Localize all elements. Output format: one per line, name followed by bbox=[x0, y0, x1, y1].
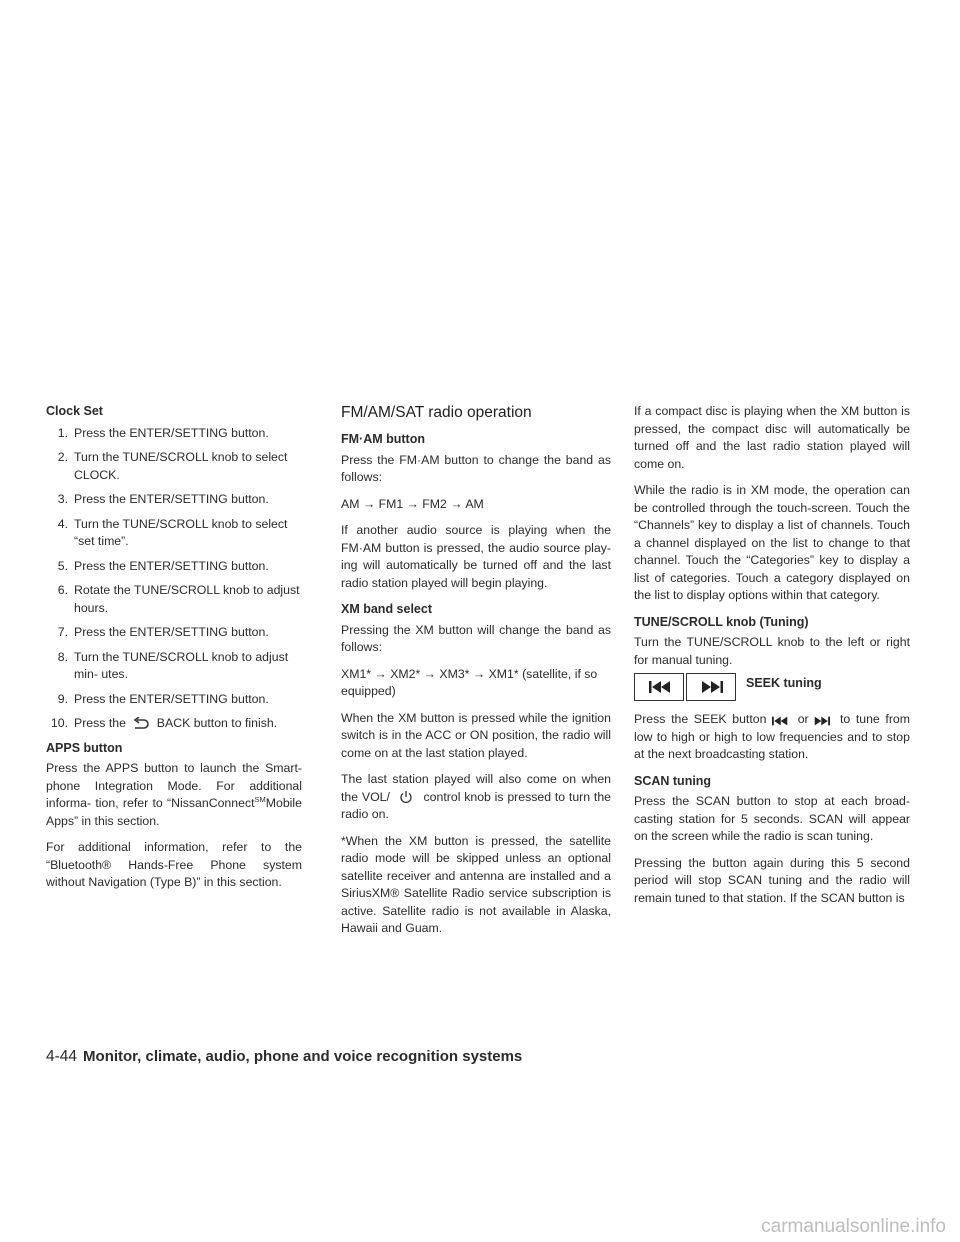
seek-buttons-figure bbox=[634, 673, 910, 701]
list-item: 4. Turn the TUNE/SCROLL knob to select “set time”. bbox=[57, 516, 288, 548]
list-item: 8. Turn the TUNE/SCROLL knob to adjust min- utes. bbox=[57, 649, 289, 681]
xm-paragraph: Pressing the XM button will change the band as follows: bbox=[341, 622, 611, 654]
xm-sequence: XM1* → XM2* → XM3* → XM1* (satellite, if so equipped) bbox=[341, 666, 598, 698]
watermark: carmanualsonline.info bbox=[761, 1216, 946, 1237]
skip-back-icon bbox=[772, 714, 792, 726]
scan-tuning-heading: SCAN tuning bbox=[634, 773, 712, 788]
seek-back-button bbox=[634, 673, 684, 701]
skip-forward-icon bbox=[814, 714, 834, 726]
list-item: 9. Press the ENTER/SETTING button. bbox=[57, 691, 269, 706]
section-title: FM/AM/SAT radio operation bbox=[341, 404, 532, 421]
scan-paragraph-2: Pressing the button again during this 5 second period will stop SCAN tuning and the radio will remain tuned to that station. If the SCAN button is bbox=[634, 855, 910, 905]
page-footer bbox=[46, 1047, 522, 1067]
skip-forward-icon bbox=[701, 681, 721, 693]
apps-button-heading: APPS button bbox=[46, 740, 123, 755]
column-right bbox=[634, 403, 910, 916]
list-item: 7. Press the ENTER/SETTING button. bbox=[57, 625, 269, 639]
apps-additional-paragraph: For additional information, refer to the “Bluetooth® Hands-Free Phone system without Navigation (Type B)” in this section. bbox=[46, 840, 302, 889]
fm-am-sequence: AM → FM1 → FM2 → AM bbox=[341, 496, 484, 511]
fm-am-heading: FM·AM button bbox=[341, 432, 425, 446]
column-left bbox=[46, 403, 302, 901]
clock-set-steps bbox=[46, 425, 302, 733]
apps-paragraph: Press the APPS button to launch the Smart- phone Integration Mode. For additional informa- tion, refer to “NissanConnect℠Mobile Apps” in this section. bbox=[46, 761, 302, 828]
fm-am-paragraph: Press the FM·AM button to change the band as follows: bbox=[341, 452, 611, 484]
list-item: 5. Press the ENTER/SETTING button. bbox=[57, 558, 269, 573]
column-middle bbox=[341, 403, 611, 947]
xm-paragraph-2: When the XM button is pressed while the ignition switch is in the ACC or ON position, the radio will come on at the last station played. bbox=[341, 710, 611, 760]
page-number: 4-44 bbox=[46, 1048, 78, 1065]
list-item: 10. Press the BACK button to finish. bbox=[50, 716, 278, 730]
seek-paragraph: Press the SEEK button or to tune from low to high or high to low frequencies and to stop at the next broadcasting station. bbox=[634, 712, 910, 761]
seek-tuning-label: SEEK tuning bbox=[746, 676, 822, 691]
clock-set-heading: Clock Set bbox=[46, 404, 103, 418]
list-item: 1. Press the ENTER/SETTING button. bbox=[57, 425, 269, 440]
xm-band-heading: XM band select bbox=[341, 602, 432, 616]
tune-paragraph: Turn the TUNE/SCROLL knob to the left or right for manual tuning. bbox=[634, 635, 910, 667]
back-arrow-icon bbox=[129, 717, 153, 731]
xm-paragraph-3: The last station played will also come on when the VOL/ control knob is pressed to turn the radio on. bbox=[341, 772, 611, 821]
fm-am-paragraph-2: If another audio source is playing when the FM·AM button is pressed, the audio source play- ing will automatically be turned off and the last radio station played will begin playing. bbox=[341, 523, 611, 590]
skip-back-icon bbox=[649, 681, 669, 693]
list-item: 3. Press the ENTER/SETTING button. bbox=[57, 492, 269, 506]
chapter-title: Monitor, climate, audio, phone and voice recognition systems bbox=[83, 1048, 523, 1065]
list-item: 6. Rotate the TUNE/SCROLL knob to adjust hours. bbox=[57, 583, 300, 615]
list-item: 2. Turn the TUNE/SCROLL knob to select CLOCK. bbox=[57, 450, 288, 482]
xm-paragraph-4: *When the XM button is pressed, the satellite radio mode will be skipped unless an optional satellite receiver and antenna are installed and a SiriusXM® Satellite Radio service subscription is active. Satellite radio is not available in Alaska, Hawaii and Guam. bbox=[341, 833, 611, 935]
cd-paragraph: If a compact disc is playing when the XM button is pressed, the compact disc will automatically be turned off and the last radio station played will come on. bbox=[634, 404, 910, 471]
seek-forward-button bbox=[686, 673, 736, 701]
scan-paragraph: Press the SCAN button to stop at each broad- casting station for 5 seconds. SCAN will appear on the screen while the radio is scan tuning. bbox=[634, 794, 910, 843]
xm-mode-paragraph: While the radio is in XM mode, the operation can be controlled through the touch-screen. Touch the “Channels” key to display a list of channels. Touch a channel displayed on the list to change to that channel. Touch the “Categories” key to display a list of categories. Touch a category displayed on the list to display options within that category. bbox=[634, 483, 910, 602]
power-icon bbox=[394, 790, 420, 804]
tune-scroll-heading: TUNE/SCROLL knob (Tuning) bbox=[634, 614, 809, 629]
